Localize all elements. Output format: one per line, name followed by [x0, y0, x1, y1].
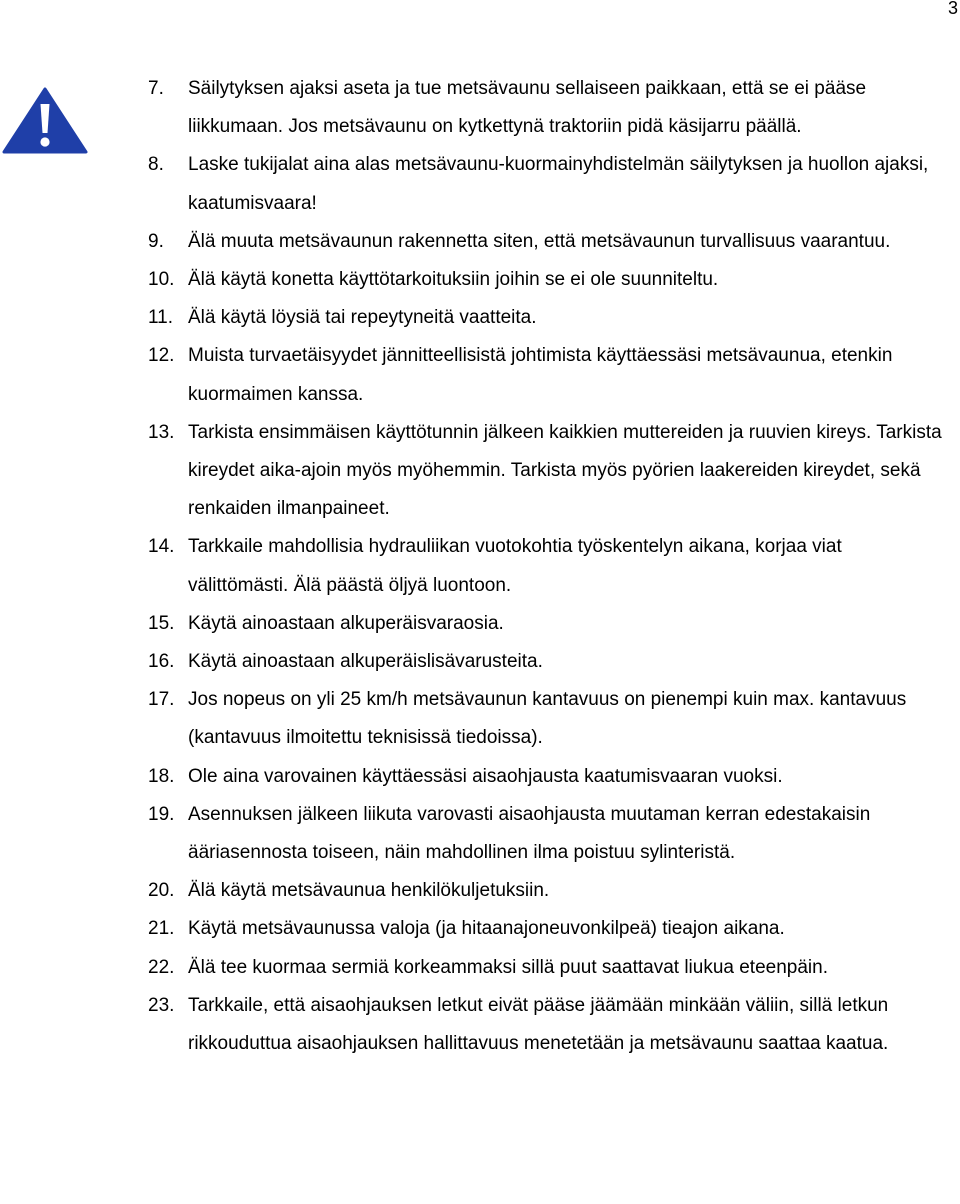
instruction-item [0, 70, 960, 146]
instruction-item [0, 528, 960, 604]
instruction-item [0, 223, 960, 261]
item-text: Säilytyksen ajaksi aseta ja tue metsävaunu sellaiseen paikkaan, että se ei pääse liikkumaan. Jos metsävaunu on kytkettynä traktoriin pidä käsijarru päällä. [188, 78, 867, 138]
item-text: Älä käytä konetta käyttötarkoituksiin joihin se ei ole suunniteltu. [188, 269, 719, 291]
instruction-item [0, 337, 960, 413]
page-number: 3 [947, 0, 958, 18]
item-text: Jos nopeus on yli 25 km/h metsävaunun kantavuus on pienempi kuin max. kantavuus (kantavuus ilmoitettu teknisissä tiedoissa). [188, 689, 907, 749]
item-text: Tarkista ensimmäisen käyttötunnin jälkeen kaikkien muttereiden ja ruuvien kireys. Tarkista kireydet aika-ajoin myös myöhemmin. Tarkista myös pyörien laakereiden kireydet, sekä renkaiden ilmanpaineet. [188, 421, 942, 520]
item-number: 9. [148, 230, 164, 252]
item-text: Älä muuta metsävaunun rakennetta siten, että metsävaunun turvallisuus vaarantuu. [188, 230, 891, 252]
item-number: 20. [148, 880, 175, 902]
item-text: Tarkkaile mahdollisia hydrauliikan vuotokohtia työskentelyn aikana, korjaa viat välittömästi. Älä päästä öljyä luontoon. [188, 536, 842, 596]
instruction-item [0, 261, 960, 299]
instruction-item [0, 987, 960, 1063]
instruction-item [0, 299, 960, 337]
item-number: 21. [148, 918, 175, 940]
item-text: Ole aina varovainen käyttäessäsi aisaohjausta kaatumisvaaran vuoksi. [188, 765, 783, 787]
safety-instruction-list [0, 70, 960, 1063]
item-number: 10. [148, 269, 175, 291]
item-text: Älä käytä metsävaunua henkilökuljetuksiin. [188, 880, 550, 902]
item-text: Älä tee kuormaa sermiä korkeammaksi sillä puut saattavat liukua eteenpäin. [188, 956, 828, 978]
instruction-item [0, 910, 960, 948]
item-text: Muista turvaetäisyydet jännitteellisistä johtimista käyttäessäsi metsävaunua, etenkin kuormaimen kanssa. [188, 345, 893, 405]
item-number: 7. [148, 78, 164, 99]
item-number: 23. [148, 994, 175, 1016]
item-number: 12. [148, 345, 175, 367]
instruction-item [0, 146, 960, 222]
instruction-item [0, 605, 960, 643]
item-number: 16. [148, 651, 175, 673]
instruction-item [0, 949, 960, 987]
instruction-item [0, 681, 960, 757]
item-number: 14. [148, 536, 175, 558]
item-text: Asennuksen jälkeen liikuta varovasti aisaohjausta muutaman kerran edestakaisin ääriasennosta toiseen, näin mahdollinen ilma poistuu sylinteristä. [188, 803, 871, 864]
item-text: Käytä ainoastaan alkuperäisvaraosia. [188, 612, 504, 634]
item-number: 22. [148, 956, 175, 978]
item-number: 18. [148, 765, 175, 787]
instruction-item [0, 643, 960, 681]
item-number: 19. [148, 803, 175, 825]
item-number: 11. [148, 307, 174, 329]
item-number: 17. [148, 689, 175, 711]
item-text: Laske tukijalat aina alas metsävaunu-kuormainyhdistelmän säilytyksen ja huollon ajaksi, kaatumisvaara! [188, 154, 929, 214]
instruction-item [0, 758, 960, 796]
item-text: Käytä metsävaunussa valoja (ja hitaanajoneuvonkilpeä) tieajon aikana. [188, 918, 785, 940]
item-text: Älä käytä löysiä tai repeytyneitä vaatteita. [188, 307, 537, 329]
item-text: Tarkkaile, että aisaohjauksen letkut eivät pääse jäämään minkään väliin, sillä letkun rikkouduttua aisaohjauksen hallittavuus menetetään ja metsävaunu saattaa kaatua. [188, 994, 889, 1055]
item-number: 15. [148, 612, 175, 634]
item-number: 8. [148, 154, 164, 176]
item-number: 13. [148, 421, 175, 443]
item-text: Käytä ainoastaan alkuperäislisävarusteita. [188, 651, 543, 673]
instruction-item [0, 414, 960, 529]
instruction-item [0, 796, 960, 872]
instruction-item [0, 872, 960, 910]
